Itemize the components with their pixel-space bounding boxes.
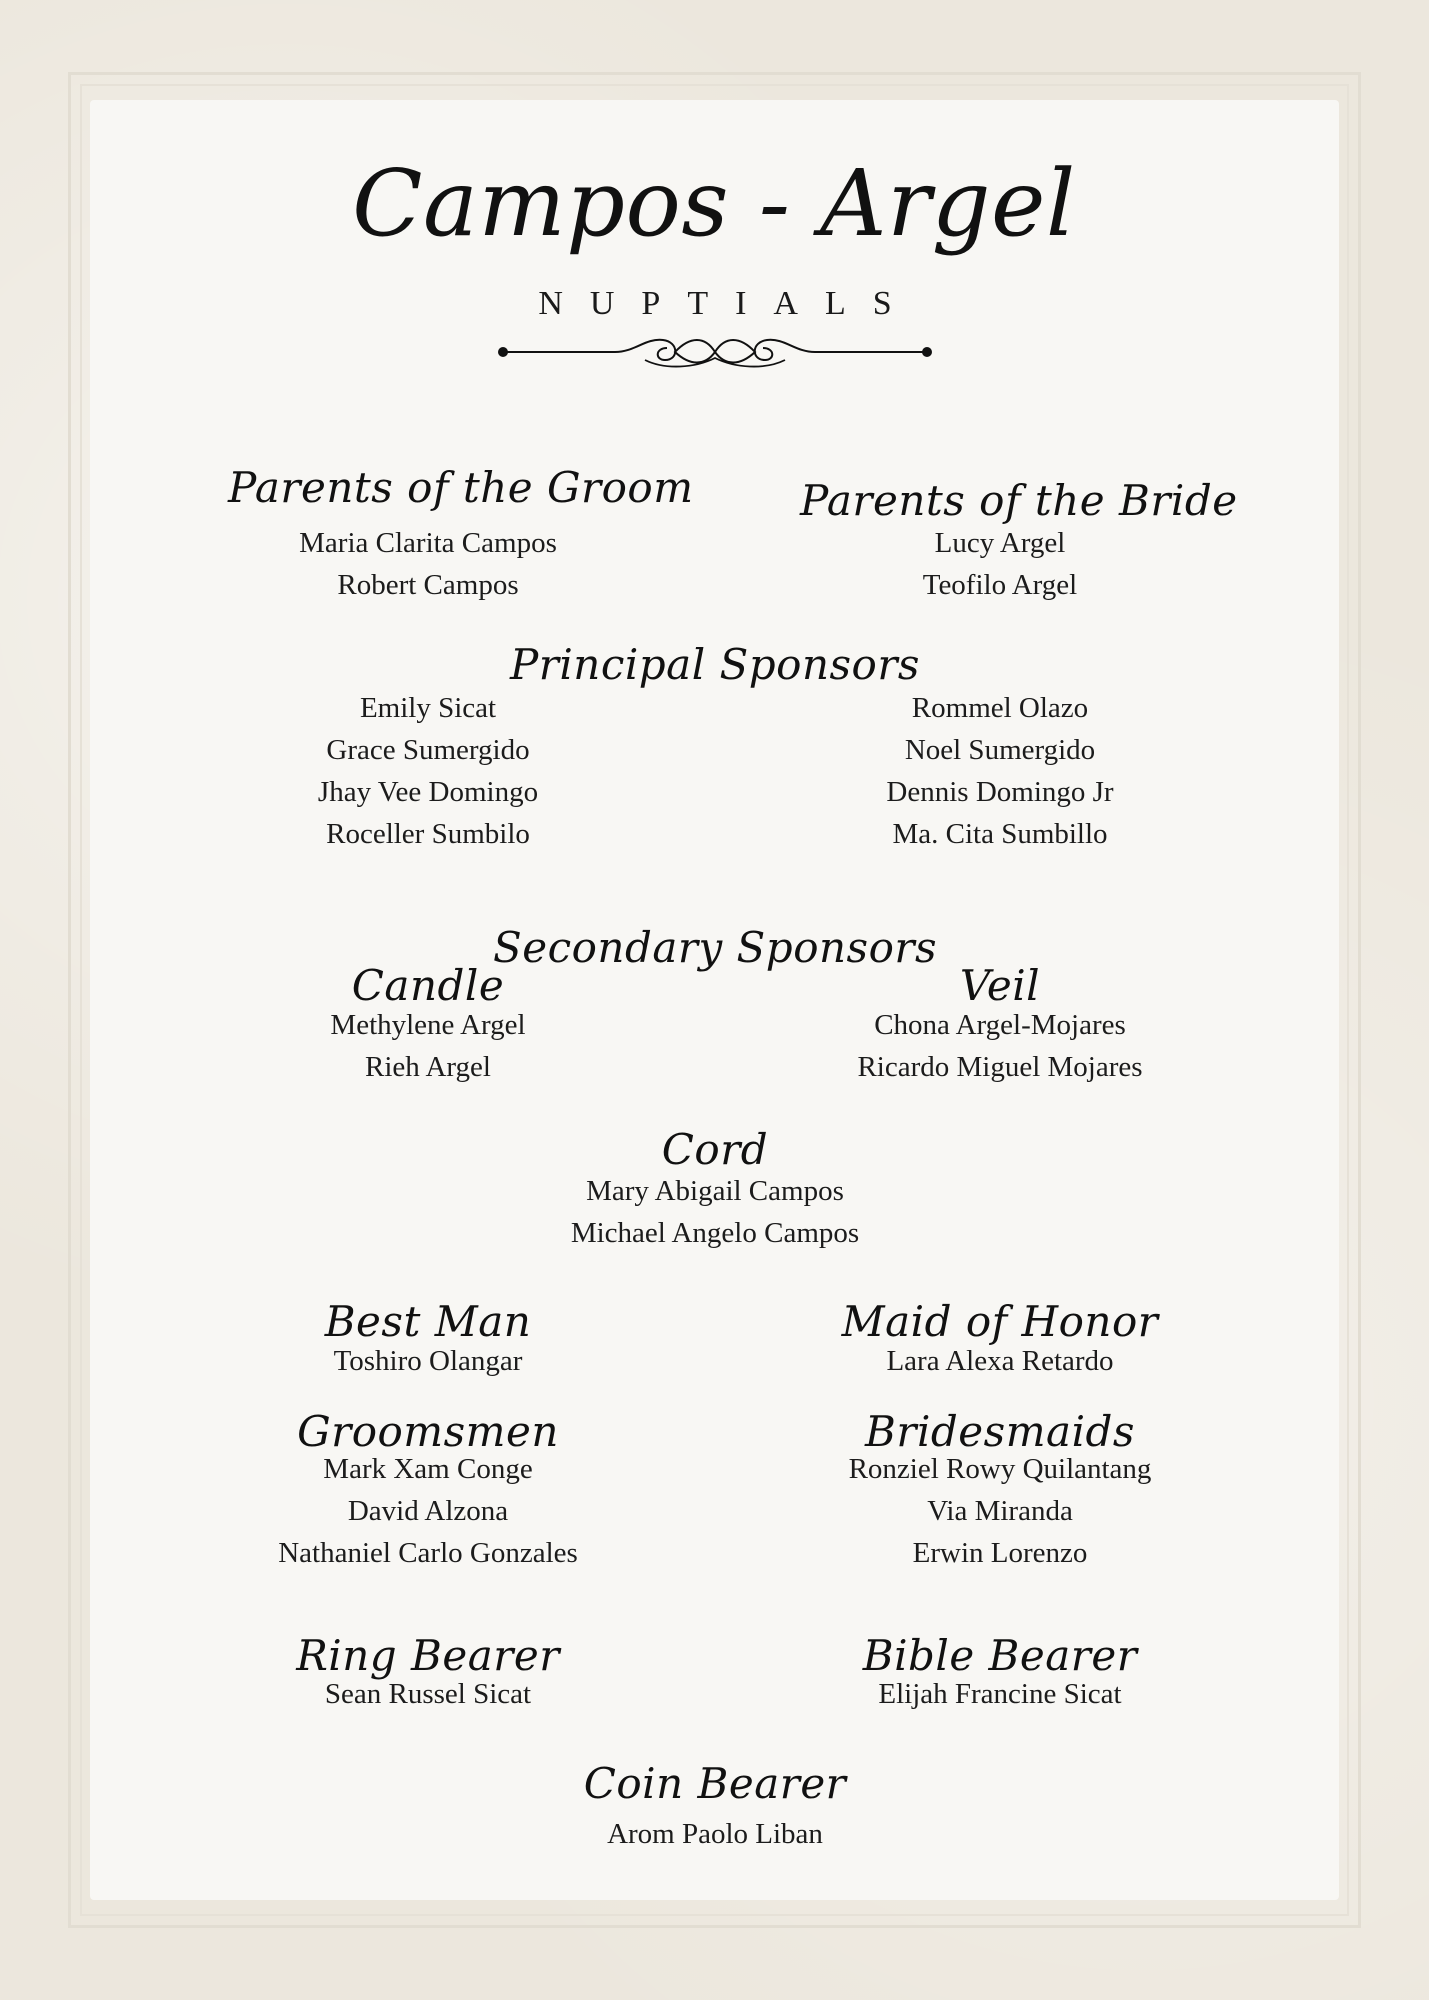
list-item: Roceller Sumbilo	[326, 818, 530, 850]
parents-groom-heading: Parents of the Groom	[228, 463, 694, 512]
coin-bearer-heading: Coin Bearer	[583, 1759, 847, 1808]
secondary-sponsors-heading: Secondary Sponsors	[492, 923, 938, 972]
list-item: Toshiro Olangar	[333, 1345, 523, 1377]
list-item: Mark Xam Conge	[323, 1453, 533, 1485]
list-item: Rommel Olazo	[911, 692, 1089, 724]
list-item: Sean Russel Sicat	[324, 1678, 532, 1710]
parents-bride-names	[800, 522, 1200, 606]
maid-of-honor-heading: Maid of Honor	[841, 1297, 1159, 1346]
bridesmaids-heading: Bridesmaids	[865, 1407, 1135, 1456]
list-item: Ronziel Rowy Quilantang	[848, 1453, 1152, 1485]
list-item: Dennis Domingo Jr	[886, 776, 1114, 808]
list-item: Michael Angelo Campos	[570, 1217, 860, 1249]
parents-groom-names	[228, 522, 628, 606]
groomsmen-heading: Groomsmen	[297, 1407, 559, 1456]
list-item: Mary Abigail Campos	[586, 1175, 844, 1207]
bible-bearer-names	[800, 1673, 1200, 1715]
veil-sponsor-names	[800, 1004, 1200, 1088]
bridesmaids-names	[800, 1448, 1200, 1574]
list-item: Erwin Lorenzo	[912, 1537, 1088, 1569]
list-item: Noel Sumergido	[904, 734, 1096, 766]
list-item: Chona Argel-Mojares	[874, 1009, 1126, 1041]
nuptials-subtitle: NUPTIALS	[538, 285, 919, 322]
list-item: Ricardo Miguel Mojares	[857, 1051, 1143, 1083]
cord-sponsor-names	[515, 1170, 915, 1254]
list-item: Elijah Francine Sicat	[878, 1678, 1122, 1710]
candle-sponsor-names	[228, 1004, 628, 1088]
flourish-divider-icon	[495, 330, 935, 376]
list-item: Grace Sumergido	[326, 734, 530, 766]
list-item: Arom Paolo Liban	[607, 1818, 823, 1850]
bible-bearer-heading: Bible Bearer	[862, 1631, 1138, 1680]
best-man-names	[228, 1340, 628, 1382]
principal-sponsors-right	[800, 687, 1200, 855]
principal-sponsors-heading: Principal Sponsors	[510, 640, 920, 689]
list-item: Robert Campos	[337, 569, 519, 601]
principal-sponsors-left	[228, 687, 628, 855]
list-item: Nathaniel Carlo Gonzales	[278, 1537, 578, 1569]
list-item: Lucy Argel	[934, 527, 1066, 559]
list-item: Emily Sicat	[359, 692, 497, 724]
best-man-heading: Best Man	[324, 1297, 532, 1346]
list-item: Rieh Argel	[365, 1051, 491, 1083]
list-item: Maria Clarita Campos	[299, 527, 557, 559]
list-item: Teofilo Argel	[922, 569, 1078, 601]
groomsmen-names	[228, 1448, 628, 1574]
candle-heading: Candle	[351, 961, 505, 1010]
coin-bearer-names	[515, 1813, 915, 1855]
cord-heading: Cord	[661, 1125, 769, 1174]
ring-bearer-heading: Ring Bearer	[296, 1631, 560, 1680]
list-item: Lara Alexa Retardo	[886, 1345, 1114, 1377]
list-item: Methylene Argel	[330, 1009, 526, 1041]
ring-bearer-names	[228, 1673, 628, 1715]
list-item: Via Miranda	[927, 1495, 1073, 1527]
list-item: David Alzona	[347, 1495, 509, 1527]
parents-bride-heading: Parents of the Bride	[800, 476, 1238, 525]
veil-heading: Veil	[959, 961, 1041, 1010]
list-item: Ma. Cita Sumbillo	[892, 818, 1108, 850]
list-item: Jhay Vee Domingo	[317, 776, 539, 808]
maid-of-honor-names	[800, 1340, 1200, 1382]
couple-title: Campos - Argel	[352, 150, 1076, 257]
